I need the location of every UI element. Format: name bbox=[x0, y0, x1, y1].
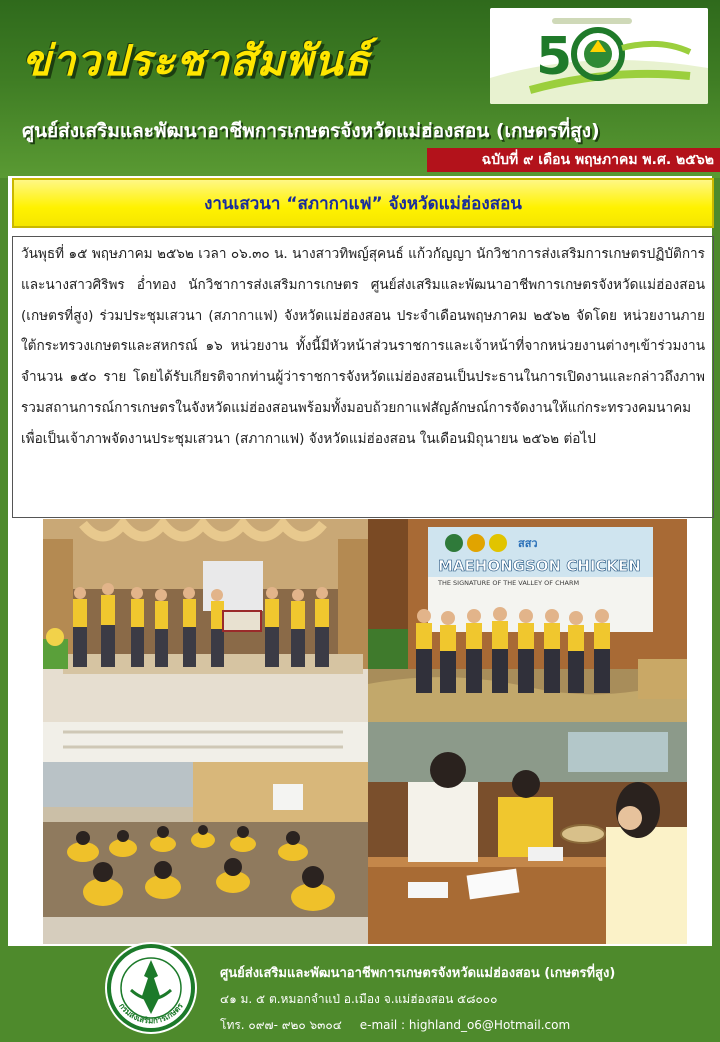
banner-subtext: THE SIGNATURE OF THE VALLEY OF CHARM bbox=[438, 579, 580, 587]
photo-audience-hall bbox=[43, 722, 368, 944]
photo-stage-group bbox=[43, 519, 368, 722]
headline: งานเสวนา “สภากาแฟ” จังหวัดแม่ฮ่องสอน bbox=[204, 193, 522, 214]
headline-box bbox=[12, 178, 714, 228]
issue-banner: ฉบับที่ ๙ เดือน พฤษภาคม พ.ศ. ๒๕๖๒ bbox=[427, 148, 720, 172]
banner-brand: สสว bbox=[518, 537, 538, 550]
svg-text:5: 5 bbox=[536, 27, 573, 87]
department-seal bbox=[96, 938, 206, 1038]
article-body-box bbox=[12, 236, 714, 518]
agency-subtitle: ศูนย์ส่งเสริมและพัฒนาอาชีพการเกษตรจังหวัดแม่ฮ่องสอน (เกษตรที่สูง) bbox=[22, 120, 600, 142]
banner-text: MAEHONGSON CHICKEN bbox=[438, 557, 641, 575]
photo-registration-desk bbox=[368, 722, 687, 944]
page-title: ข่าวประชาสัมพันธ์ bbox=[22, 36, 371, 85]
footer-agency-name: ศูนย์ส่งเสริมและพัฒนาอาชีพการเกษตรจังหวัดแม่ฮ่องสอน (เกษตรที่สูง) bbox=[220, 966, 616, 981]
seal-text: กรมส่งเสริมการเกษตร bbox=[117, 1001, 185, 1026]
footer-phone: โทร. ๐๙๗- ๙๒๐ ๖๓๐๔ bbox=[220, 1018, 342, 1032]
footer-email[interactable]: e-mail : highland_o6@Hotmail.com bbox=[359, 1018, 571, 1032]
footer-contact bbox=[220, 1016, 570, 1035]
50-years-logo bbox=[490, 8, 708, 104]
photo-banner-group bbox=[368, 519, 687, 722]
article-body: วันพุธที่ ๑๕ พฤษภาคม ๒๕๖๒ เวลา ๐๖.๓๐ น. นางสาวทิพญ์สุคนธ์ แก้วกัญญา นักวิชาการส่งเสริมการเกษตรปฏิบัติการ และนางสาวศิริพร อ่ำทอง นักวิชาการส่งเสริมการเกษตร ศูนย์ส่งเสริมและพัฒนาอาชีพการเกษตรจังหวัดแม่ฮ่องสอน (เกษตรที่สูง) ร่วมประชุมเสวนา (สภากาแฟ) จังหวัดแม่ฮ่องสอน ประจำเดือนพฤษภาคม ๒๕๖๒ จัดโดย หน่วยงานภายใต้กระทรวงเกษตรและสหกรณ์ ๑๖ หน่วยงาน ทั้งนี้มีหัวหน้าส่วนราชการและเจ้าหน้าที่จากหน่วยงานต่างๆเข้าร่วมงาน จำนวน ๑๕๐ ราย โดยได้รับเกียรติจากท่านผู้ว่าราชการจังหวัดแม่ฮ่องสอนเป็นประธานในการเปิดงานและกล่าวถึงภาพรวมสถานการณ์การเกษตรในจังหวัดแม่ฮ่องสอนพร้อมทั้งมอบถ้วยกาแฟสัญลักษณ์การจัดงานให้แก่กระทรวงคมนาคมเพื่อเป็นเจ้าภาพจัดงานประชุมเสวนา (สภากาแฟ) จังหวัดแม่ฮ่องสอน ในเดือนมิถุนายน ๒๕๖๒ ต่อไป bbox=[21, 246, 705, 447]
footer-address: ๔๑ ม. ๕ ต.หมอกจำแป่ อ.เมือง จ.แม่ฮ่องสอน ๕๘๐๐๐ bbox=[220, 992, 498, 1006]
